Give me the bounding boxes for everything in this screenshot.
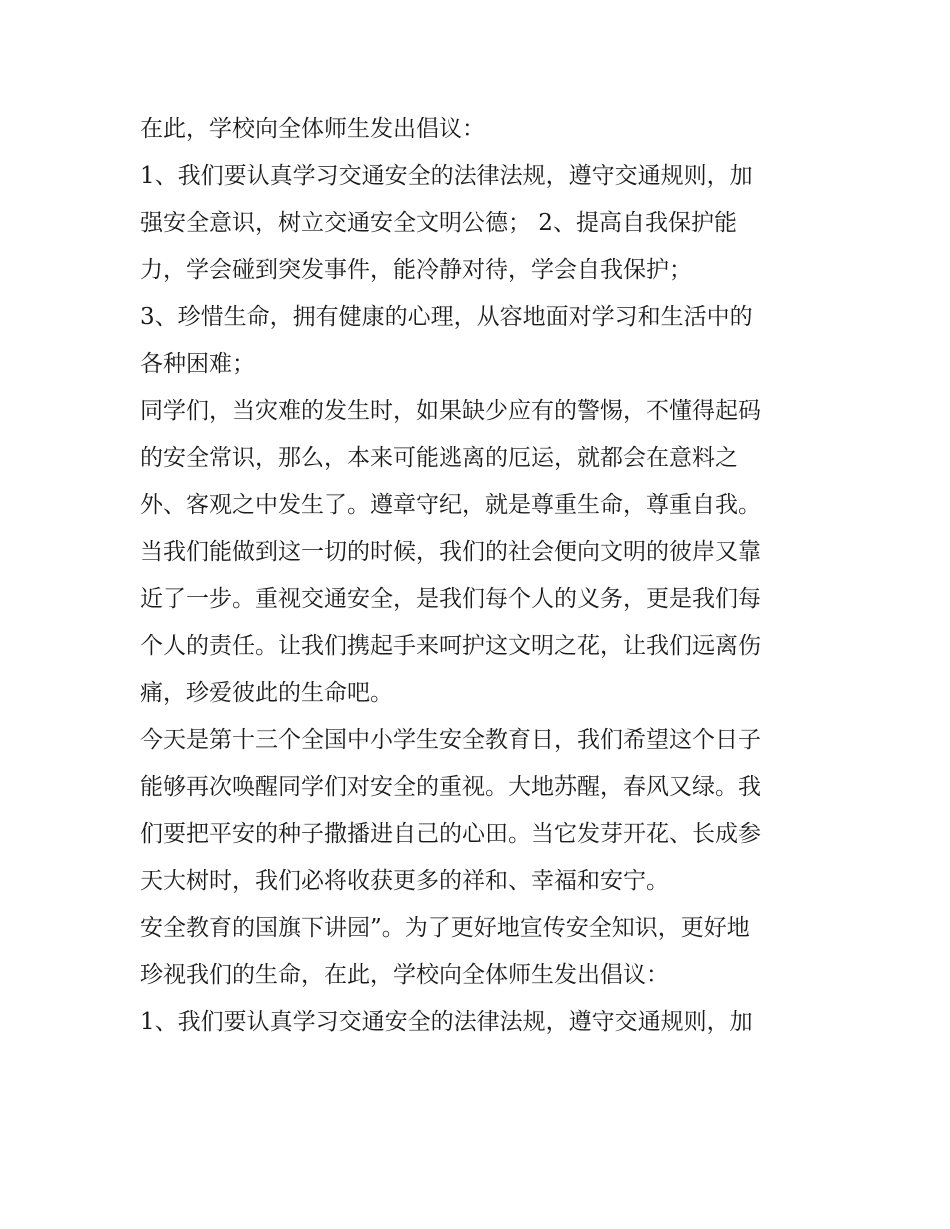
text-line: 外、客观之中发生了。遵章守纪，就是尊重生命，尊重自我。 xyxy=(140,492,761,518)
text-line: 各种困难； xyxy=(140,351,255,377)
text-line: 的安全常识，那么，本来可能逃离的厄运，就都会在意料之 xyxy=(140,445,738,471)
text-line: 强安全意识，树立交通安全文明公德； 2、提高自我保护能 xyxy=(140,210,737,236)
text-line: 当我们能做到这一切的时候，我们的社会便向文明的彼岸又靠 xyxy=(140,539,761,565)
text-line: 近了一步。重视交通安全，是我们每个人的义务，更是我们每 xyxy=(140,586,761,612)
text-line: 个人的责任。让我们携起手来呵护这文明之花，让我们远离伤 xyxy=(140,633,761,659)
text-line: 安全教育的国旗下讲园”。为了更好地宣传安全知识，更好地 xyxy=(140,915,750,941)
text-line: 3、珍惜生命，拥有健康的心理，从容地面对学习和生活中的 xyxy=(140,304,753,330)
text-line: 今天是第十三个全国中小学生安全教育日，我们希望这个日子 xyxy=(140,727,761,753)
text-line: 天大树时，我们必将收获更多的祥和、幸福和安宁。 xyxy=(140,868,669,894)
text-line: 在此，学校向全体师生发出倡议： xyxy=(140,116,485,142)
text-line: 们要把平安的种子撒播进自己的心田。当它发芽开花、长成参 xyxy=(140,821,761,847)
text-line: 1、我们要认真学习交通安全的法律法规，遵守交通规则，加 xyxy=(140,1009,753,1035)
text-line: 同学们，当灾难的发生时，如果缺少应有的警惕，不懂得起码 xyxy=(140,398,761,424)
text-line: 痛，珍爱彼此的生命吧。 xyxy=(140,680,393,706)
text-line: 珍视我们的生命，在此，学校向全体师生发出倡议： xyxy=(140,962,669,988)
text-line: 能够再次唤醒同学们对安全的重视。大地苏醒，春风又绿。我 xyxy=(140,774,761,800)
text-line: 1、我们要认真学习交通安全的法律法规，遵守交通规则，加 xyxy=(140,163,753,189)
document-body xyxy=(140,106,820,1046)
text-line: 力，学会碰到突发事件，能冷静对待，学会自我保护； xyxy=(140,257,692,283)
